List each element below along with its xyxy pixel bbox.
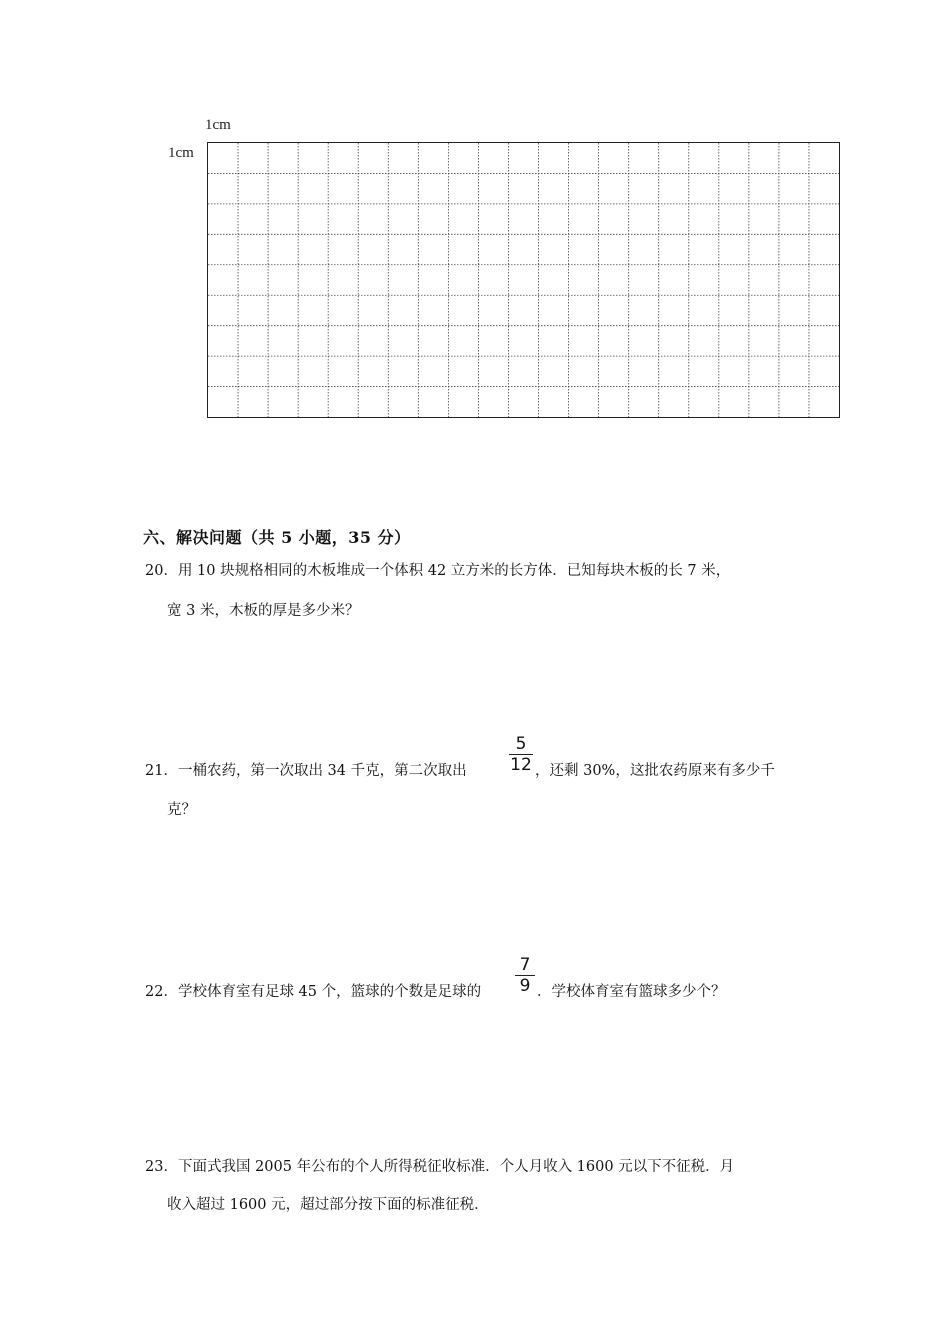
question-21-line2: 克？: [167, 802, 196, 818]
question-21-after-fraction: ，还剩 30%，这批农药原来有多少千: [535, 763, 775, 779]
section-title: 六、解决问题（共 5 小题，35 分）: [143, 528, 411, 547]
question-20-line2: 宽 3 米，木板的厚是多少米？: [167, 603, 360, 619]
fraction-denominator: 12: [510, 755, 532, 775]
fraction-numerator: 7: [519, 955, 531, 975]
question-21-fraction: [508, 734, 534, 775]
grid-left-unit-label: 1cm: [168, 145, 194, 161]
question-23-line2: 收入超过 1600 元，超过部分按下面的标准征税．: [167, 1197, 489, 1213]
question-23-line1: 23．下面式我国 2005 年公布的个人所得税征收标准．个人月收入 1600 元以下不征税．月: [145, 1159, 735, 1175]
question-22-fraction: [514, 955, 536, 996]
fraction-denominator: 9: [519, 976, 531, 996]
square-grid: [207, 142, 840, 418]
question-21-before-fraction: 21．一桶农药，第一次取出 34 千克，第二次取出: [145, 763, 467, 779]
grid-lines: [208, 143, 839, 417]
question-22-after-fraction: ．学校体育室有篮球多少个？: [537, 984, 726, 1000]
fraction-numerator: 5: [515, 734, 527, 754]
question-20-line1: 20．用 10 块规格相同的木板堆成一个体积 42 立方米的长方体．已知每块木板的长 7 米，: [145, 563, 731, 579]
grid-top-unit-label: 1cm: [205, 117, 231, 133]
question-22-before-fraction: 22．学校体育室有足球 45 个，篮球的个数是足球的: [145, 984, 482, 1000]
